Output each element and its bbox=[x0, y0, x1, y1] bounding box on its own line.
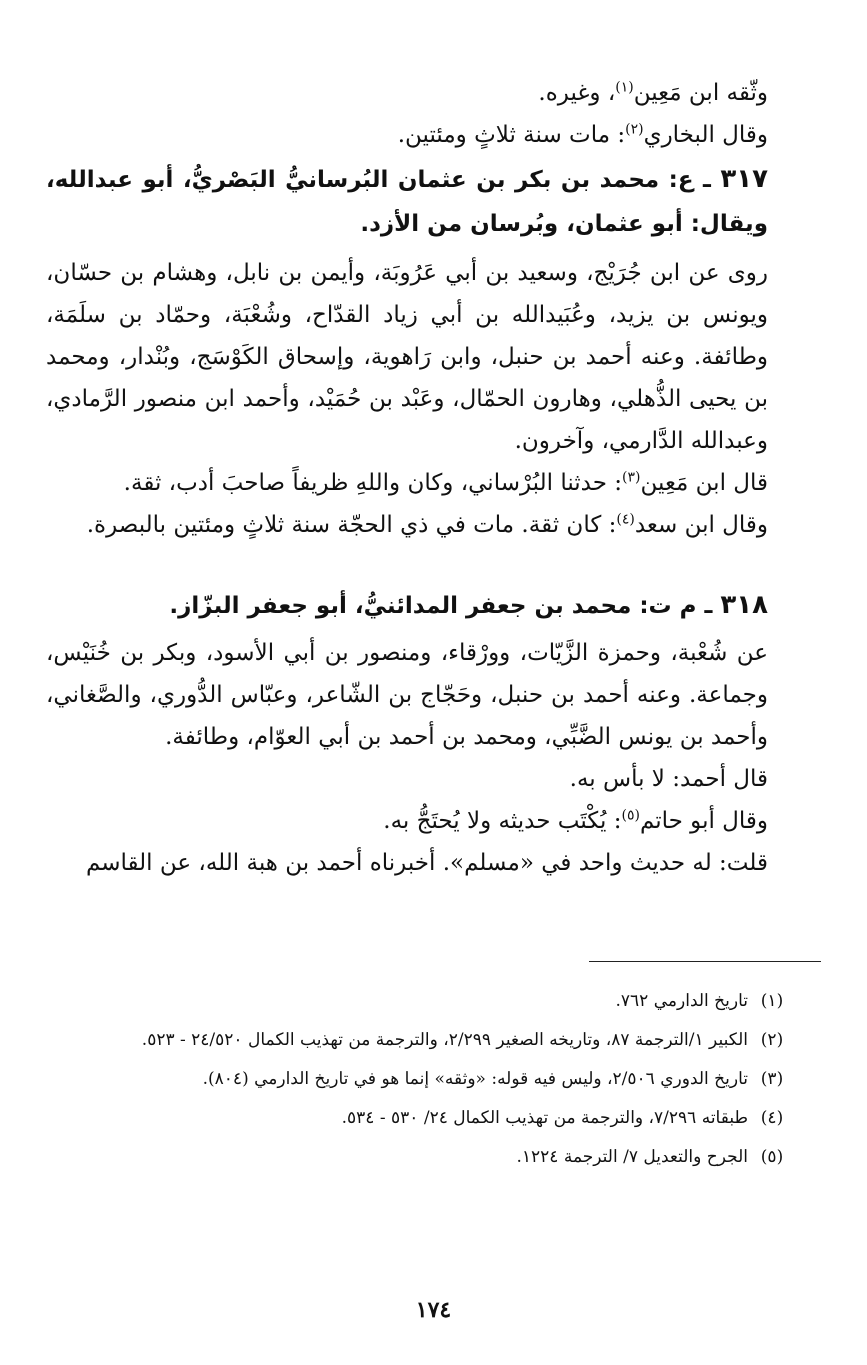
entry-318-paragraph-3 bbox=[46, 800, 796, 842]
footnote-ref-1: (١) bbox=[615, 79, 634, 96]
text-span: : يُكْتَب حديثه ولا يُحتَجُّ به. bbox=[383, 808, 622, 834]
footnote-mark: (١) bbox=[760, 991, 784, 1011]
footnote-2 bbox=[46, 1025, 796, 1055]
text-span: وقال أبو حاتم bbox=[639, 808, 768, 834]
text-span: وقال البخاري bbox=[643, 122, 768, 148]
footnote-ref-5: (٥) bbox=[621, 807, 640, 824]
footnote-mark: (٤) bbox=[760, 1108, 784, 1128]
continuation-line-2 bbox=[46, 114, 796, 156]
footnote-text: الكبير ١/الترجمة ٨٧، وتاريخه الصغير ٢/٢٩٩، والترجمة من تهذيب الكمال ٢٤/٥٢٠ - ٥٢٣. bbox=[141, 1030, 748, 1050]
entry-318-heading bbox=[46, 583, 796, 628]
footnotes bbox=[46, 986, 796, 1181]
footnote-text: تاريخ الدوري ٢/٥٠٦، وليس فيه قوله: «وثقه» إنما هو في تاريخ الدارمي (٨٠٤). bbox=[202, 1069, 748, 1089]
entry-318 bbox=[46, 583, 796, 884]
text-span: : مات سنة ثلاثٍ ومئتين. bbox=[397, 122, 626, 148]
footnote-text: طبقاته ٧/٢٩٦، والترجمة من تهذيب الكمال ٢٤/ ٥٣٠ - ٥٣٤. bbox=[341, 1108, 748, 1128]
entry-318-paragraph-2: قال أحمد: لا بأس به. bbox=[569, 766, 768, 792]
footnote-text: تاريخ الدارمي ٧٦٢. bbox=[615, 991, 748, 1011]
page-number: ١٧٤ bbox=[415, 1297, 452, 1323]
footnote-ref-4: (٤) bbox=[616, 511, 635, 528]
text-span: وثّقه ابن مَعِين bbox=[633, 80, 768, 106]
text-span: وقال ابن سعد bbox=[634, 512, 768, 538]
text-span: : حدثنا البُرْساني، وكان واللهِ ظريفاً صاحبَ أدب، ثقة. bbox=[123, 470, 623, 496]
footnote-ref-3: (٣) bbox=[622, 469, 641, 486]
continuation-block bbox=[46, 72, 796, 156]
entry-318-paragraph-1: عن شُعْبة، وحمزة الزَّيّات، وورْقاء، ومنصور بن أبي الأسود، وبكر بن خُنَيْس، وجماعة. وعنه أحمد بن حنبل، وحَجّاج بن الشّاعر، وعبّاس الدُّوري، والصَّغاني، وأحمد بن يونس الضَّبِّي، ومحمد بن أحمد بن أبي العوّام، وطائفة. bbox=[46, 640, 768, 750]
footnote-mark: (٣) bbox=[760, 1069, 784, 1089]
entry-number: ٣١٨ bbox=[720, 590, 768, 620]
footnote-5 bbox=[46, 1142, 796, 1172]
text-span: ، وغيره. bbox=[538, 80, 616, 106]
footnote-3 bbox=[46, 1064, 796, 1094]
footnote-text: الجرح والتعديل ٧/ الترجمة ١٢٢٤. bbox=[516, 1147, 748, 1167]
footnote-mark: (٥) bbox=[760, 1147, 784, 1167]
footnote-1 bbox=[46, 986, 796, 1016]
footnote-ref-2: (٢) bbox=[625, 121, 644, 138]
entry-317-paragraph-1: روى عن ابن جُرَيْج، وسعيد بن أبي عَرُوبَة، وأيمن بن نابل، وهشام بن حسّان، ويونس بن يزيد، وعُبَيدالله بن أبي زياد القدّاح، وشُعْبَة، وحمّاد بن سلَمَة، وطائفة. وعنه أحمد بن حنبل، وابن رَاهوية، وإسحاق الكَوْسَج، وبُنْدار، ومحمد بن يحيى الذُّهلي، وهارون الحمّال، وعَبْد بن حُمَيْد، وأحمد ابن منصور الرَّمادي، وعبدالله الدَّارمي، وآخرون. bbox=[46, 260, 768, 454]
text-span: : كان ثقة. مات في ذي الحجّة سنة ثلاثٍ ومئتين بالبصرة. bbox=[86, 512, 617, 538]
entry-number: ٣١٧ bbox=[720, 164, 768, 194]
entry-318-paragraph-4: قلت: له حديث واحد في «مسلم». أخبرناه أحمد بن هبة الله، عن القاسم bbox=[85, 850, 768, 876]
entry-317-heading bbox=[46, 157, 796, 246]
entry-title: ـ م ت: محمد بن جعفر المدائنيُّ، أبو جعفر البزّاز. bbox=[169, 593, 713, 619]
entry-317-paragraph-3 bbox=[46, 504, 796, 546]
footnote-4 bbox=[46, 1103, 796, 1133]
entry-317-paragraph-2 bbox=[46, 462, 796, 504]
footnote-mark: (٢) bbox=[760, 1030, 784, 1050]
entry-title: ـ ع: محمد بن بكر بن عثمان البُرسانيُّ البَصْريُّ، أبو عبدالله، ويقال: أبو عثمان، وبُرسان من الأزد. bbox=[46, 167, 768, 237]
text-span: قال ابن مَعِين bbox=[640, 470, 768, 496]
continuation-line-1 bbox=[46, 72, 796, 114]
footnote-divider bbox=[589, 961, 821, 962]
entry-317 bbox=[46, 157, 796, 546]
